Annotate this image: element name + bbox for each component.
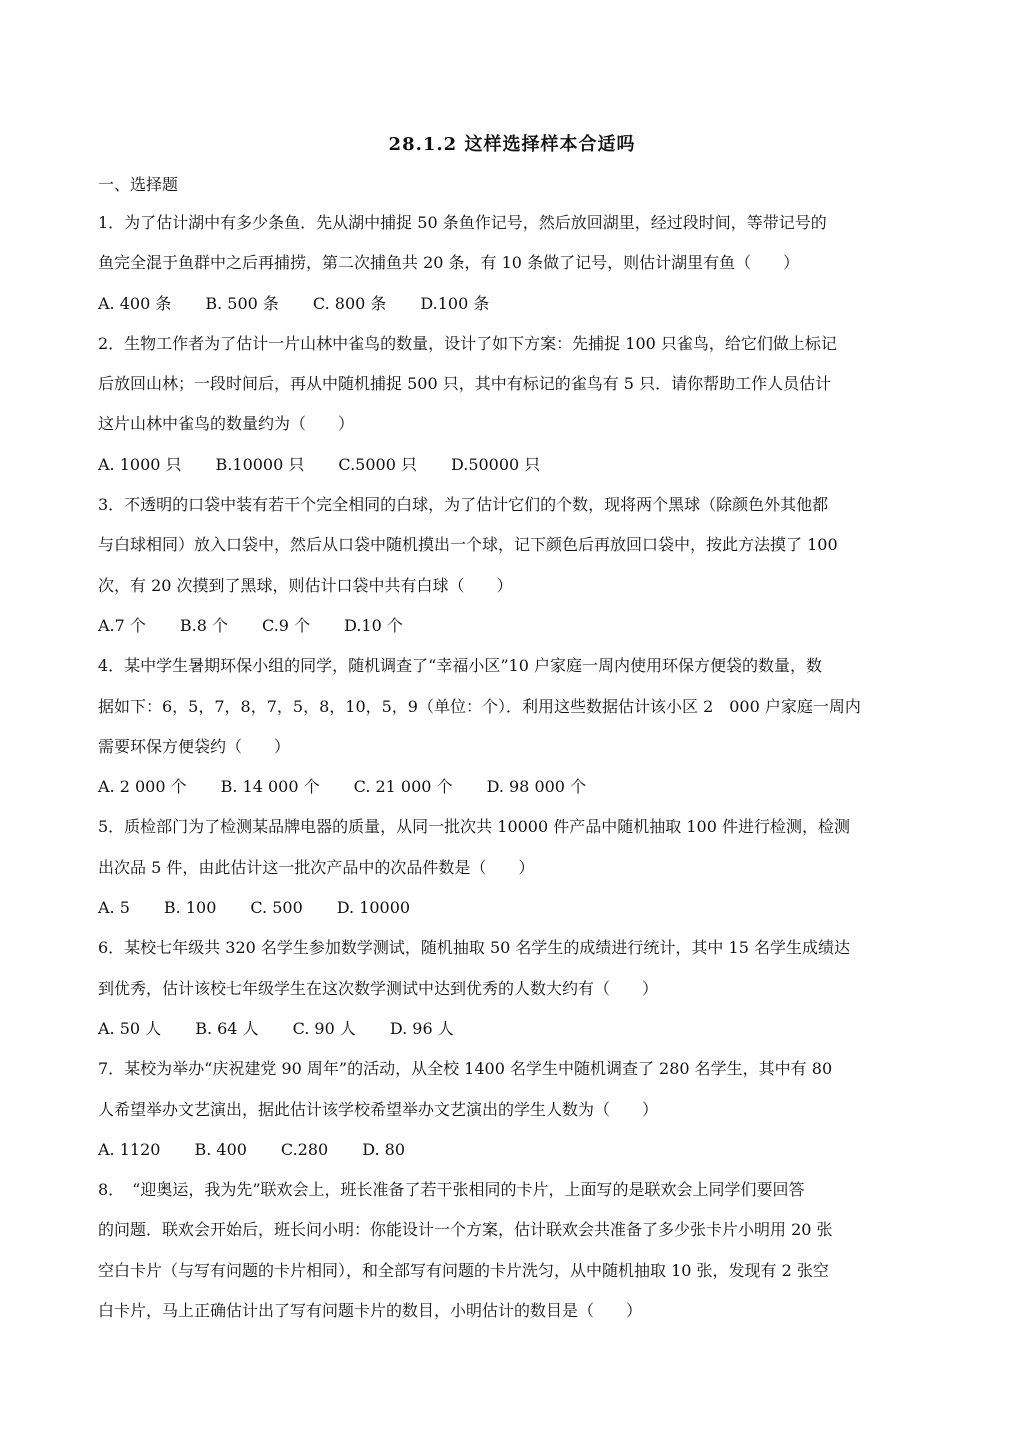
question-text-line: 这片山林中雀鸟的数量约为（ ） [98,414,355,434]
answer-option: B. 100 [163,898,217,918]
answer-options [98,613,926,653]
question-1 [98,210,926,331]
answer-option: A. 1120 [98,1139,161,1159]
answer-option: C. 800 条 [312,293,387,313]
answer-options [98,774,926,814]
question-5 [98,814,926,935]
question-text-line: 次，有 20 次摸到了黑球，则估计口袋中共有白球（ ） [98,575,513,595]
question-text-line: 出次品 5 件，由此估计这一批次产品中的次品件数是（ ） [98,857,535,877]
question-text-line: 到优秀，估计该校七年级学生在这次数学测试中达到优秀的人数大约有（ ） [98,978,659,998]
question-text-line: 据如下：6，5，7，8，7，5，8，10，5，9（单位：个）．利用这些数据估计该小区 2 000 户家庭一周内 [98,696,861,716]
answer-option: C.280 [280,1139,329,1159]
answer-options [98,1016,926,1056]
answer-option: A. 5 [98,898,130,918]
answer-option: B.10000 只 [215,454,305,474]
answer-options [98,291,926,331]
answer-option: A.7 个 [98,615,146,635]
answer-option: D.100 条 [420,293,490,313]
answer-option: C. 500 [250,898,303,918]
answer-option: C.9 个 [262,615,311,635]
question-text-line: 4．某中学生暑期环保小组的同学，随机调查了“幸福小区”10 户家庭一周内使用环保方便袋的数量，数 [98,656,822,676]
question-8 [98,1177,926,1338]
answer-option: A. 1000 只 [98,454,182,474]
question-text-line: 后放回山林；一段时间后，再从中随机捕捉 500 只，其中有标记的雀鸟有 5 只．请你帮助工作人员估计 [98,374,832,394]
document-title: 28.1.2 这样选择样本合适吗 [388,134,636,155]
answer-options [98,895,926,935]
question-text-line: 8． “迎奥运，我为先”联欢会上，班长准备了若干张相同的卡片，上面写的是联欢会上同学们要回答 [98,1180,805,1200]
question-7 [98,1056,926,1177]
answer-option: D. 10000 [336,898,411,918]
answer-options [98,1137,926,1177]
question-list [98,210,926,1338]
answer-option: D.10 个 [344,615,403,635]
answer-option: C. 21 000 个 [353,777,453,797]
question-text-line: 需要环保方便袋约（ ） [98,736,291,756]
answer-option: B.8 个 [179,615,229,635]
question-text-line: 2．生物工作者为了估计一片山林中雀鸟的数量，设计了如下方案：先捕捉 100 只雀鸟，给它们做上标记 [98,333,837,353]
question-text-line: 3．不透明的口袋中装有若干个完全相同的白球，为了估计它们的个数，现将两个黑球（除颜色外其他都 [98,495,829,515]
question-text-line: 5．质检部门为了检测某品牌电器的质量，从同一批次共 10000 件产品中随机抽取 100 件进行检测，检测 [98,817,850,837]
question-text-line: 的问题．联欢会开始后，班长问小明：你能设计一个方案，估计联欢会共准备了多少张卡片小明用 20 张 [98,1220,833,1240]
answer-option: B. 500 条 [205,293,279,313]
answer-option: B. 14 000 个 [220,777,320,797]
answer-option: D. 98 000 个 [486,777,587,797]
question-text-line: 白卡片，马上正确估计出了写有问题卡片的数目，小明估计的数目是（ ） [98,1301,643,1321]
question-text-line: 7．某校为举办“庆祝建党 90 周年”的活动，从全校 1400 名学生中随机调查了 280 名学生，其中有 80 [98,1059,833,1079]
question-text-line: 1．为了估计湖中有多少条鱼．先从湖中捕捉 50 条鱼作记号，然后放回湖里，经过段时间，等带记号的 [98,213,827,232]
question-text-line: 6．某校七年级共 320 名学生参加数学测试，随机抽取 50 名学生的成绩进行统计，其中 15 名学生成绩达 [98,938,850,958]
question-4 [98,653,926,814]
question-text-line: 人希望举办文艺演出，据此估计该学校希望举办文艺演出的学生人数为（ ） [98,1099,659,1119]
question-text-line: 空白卡片（与写有问题的卡片相同），和全部写有问题的卡片洗匀，从中随机抽取 10 张，发现有 2 张空 [98,1260,829,1280]
answer-option: A. 2 000 个 [98,777,187,797]
answer-option: C. 90 人 [292,1018,356,1038]
answer-option: D. 96 人 [389,1018,454,1038]
answer-option: A. 400 条 [98,293,172,313]
question-text-line: 鱼完全混于鱼群中之后再捕捞，第二次捕鱼共 20 条，有 10 条做了记号，则估计湖里有鱼（ ） [98,253,800,273]
answer-option: C.5000 只 [338,454,417,474]
question-3 [98,492,926,653]
answer-option: B. 64 人 [195,1018,259,1038]
answer-options [98,452,926,492]
question-2 [98,331,926,492]
section-heading: 一、选择题 [98,175,179,194]
answer-option: B. 400 [194,1139,247,1159]
answer-option: A. 50 人 [98,1018,162,1038]
question-6 [98,935,926,1056]
question-text-line: 与白球相同）放入口袋中，然后从口袋中随机摸出一个球，记下颜色后再放回口袋中，按此方法摸了 100 [98,535,838,555]
answer-option: D.50000 只 [450,454,541,474]
answer-option: D. 80 [362,1139,406,1159]
